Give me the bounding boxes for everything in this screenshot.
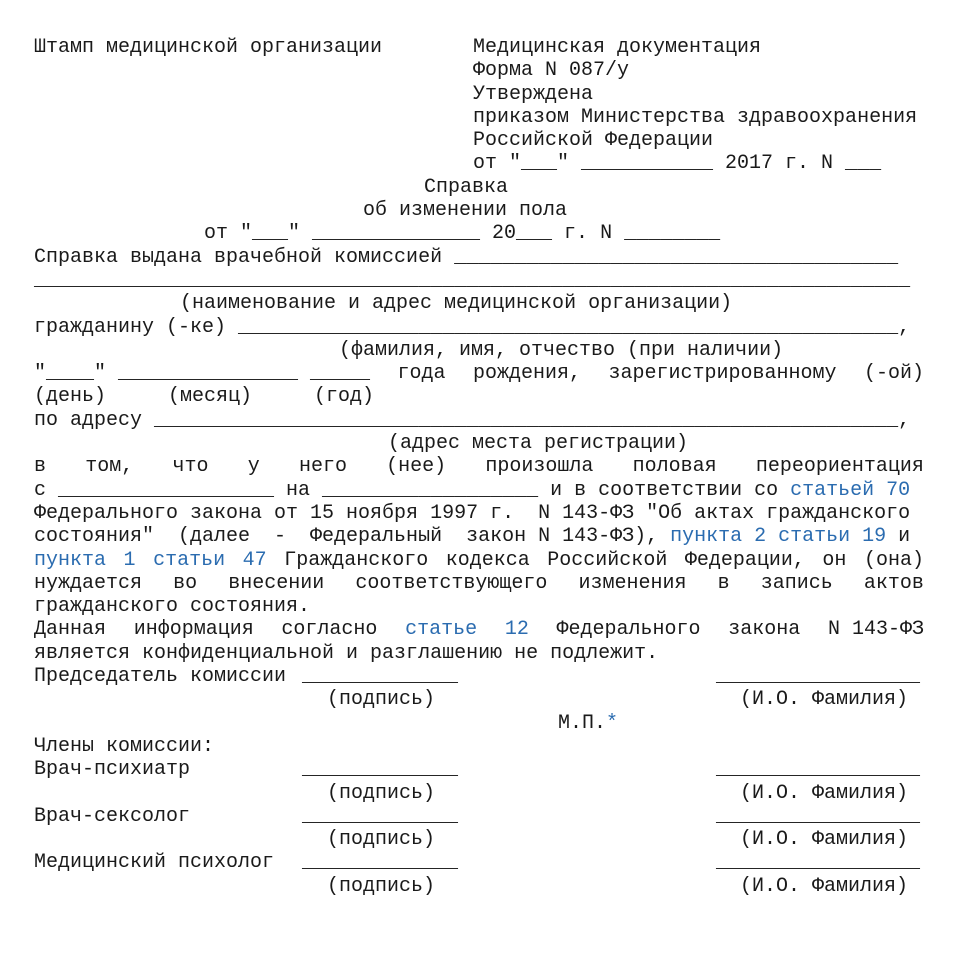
birth-date-blanks: "____" _______________ _____	[34, 362, 371, 386]
word: согласно	[281, 618, 378, 642]
psychologist-row	[34, 851, 924, 874]
word: соответствующего	[355, 571, 548, 595]
sign-caption: (подпись)	[327, 781, 436, 805]
chairman-sign-line: _____________	[302, 665, 459, 689]
mp-label: М.П.	[558, 711, 607, 735]
approved-label: Утверждена	[473, 82, 594, 106]
year-caption: (год)	[314, 385, 375, 409]
psychologist-sign-line: _____________	[302, 851, 459, 875]
word: рождения,	[472, 362, 582, 386]
form-number: Форма N 087/у	[473, 59, 630, 83]
sign-caption: (подпись)	[327, 828, 436, 852]
word: у	[247, 455, 260, 479]
chairman-name-line: _________________	[716, 665, 921, 689]
psychiatrist-label: Врач-психиатр	[34, 758, 191, 782]
title-line-2	[34, 199, 924, 222]
chairman-row	[34, 665, 924, 688]
word: зарегистрированному	[608, 362, 837, 386]
word: кодекса	[445, 548, 530, 572]
day-caption: (день)	[34, 385, 107, 409]
doc-type: Медицинская документация	[473, 36, 762, 59]
header-line-4	[34, 106, 924, 129]
word: закона	[728, 618, 801, 642]
order-line-2: Российской Федерации	[473, 129, 714, 153]
psychiatrist-captions	[34, 782, 924, 805]
psychologist-label: Медицинский психолог	[34, 851, 275, 875]
stamp-place	[558, 712, 618, 735]
name-caption: (И.О. Фамилия)	[740, 828, 909, 852]
link-article-70[interactable]: статьей 70	[790, 478, 911, 502]
citizen-line: гражданину (-ке) _______________________________________________________,	[34, 315, 911, 339]
paragraph-line-2	[34, 479, 924, 502]
word: Данная	[34, 618, 107, 642]
certificate-form	[34, 36, 924, 898]
word: Российской	[547, 548, 668, 572]
stamp-place-row	[34, 712, 924, 735]
sign-caption: (подпись)	[327, 688, 436, 712]
doc-title: Справка	[424, 175, 509, 199]
paragraph-line-5	[34, 549, 924, 572]
address-line: по адресу ______________________________________________________________,	[34, 408, 911, 432]
word: произошла	[485, 455, 594, 479]
psychologist-name-line: _________________	[716, 851, 921, 875]
sexologist-captions	[34, 828, 924, 851]
sexologist-sign-line: _____________	[302, 804, 459, 828]
word: (она)	[863, 548, 924, 572]
header-line-5	[34, 129, 924, 152]
text: состояния" (далее - Федеральный закон N 143-ФЗ),	[34, 525, 671, 549]
word: него	[298, 455, 347, 479]
word: года	[397, 362, 446, 386]
word: актов	[863, 571, 924, 595]
order-line-1: приказом Министерства здравоохранения	[473, 105, 918, 129]
link-p1-article-47[interactable]: 47	[242, 548, 267, 572]
birth-captions	[34, 385, 924, 408]
psychologist-captions	[34, 875, 924, 898]
link-p1-article-47[interactable]: пункта	[34, 548, 107, 572]
address-caption: (адрес места регистрации)	[388, 432, 689, 456]
doc-subtitle: об изменении пола	[363, 199, 568, 223]
word: запись	[760, 571, 833, 595]
title-line-3	[34, 222, 924, 245]
org-caption-row	[34, 292, 924, 315]
word: (нее)	[386, 455, 447, 479]
psychiatrist-sign-line: _____________	[302, 758, 459, 782]
word: N 143-ФЗ	[827, 618, 924, 642]
org-name-line: _________________________________________________________________________	[34, 268, 911, 292]
word: (-ой)	[863, 362, 924, 386]
sign-caption: (подпись)	[327, 874, 436, 898]
confidential-line-1	[34, 618, 924, 641]
word: переориентация	[755, 455, 924, 479]
word: он	[822, 548, 847, 572]
word: изменения	[578, 571, 687, 595]
paragraph-line-7: гражданского состояния.	[34, 595, 311, 619]
sexologist-name-line: _________________	[716, 804, 921, 828]
word: что	[172, 455, 209, 479]
header-line-3	[34, 83, 924, 106]
paragraph-line-4	[34, 525, 924, 548]
doc-date-number: от "___" ______________ 20___ г. N ________	[204, 222, 721, 246]
name-caption: (И.О. Фамилия)	[740, 781, 909, 805]
name-caption: (И.О. Фамилия)	[740, 688, 909, 712]
sexologist-row	[34, 805, 924, 828]
footnote-link[interactable]: *	[606, 711, 619, 735]
word: внесении	[228, 571, 325, 595]
sexologist-label: Врач-сексолог	[34, 804, 191, 828]
psychiatrist-row	[34, 758, 924, 781]
fio-caption-row	[34, 339, 924, 362]
month-caption: (месяц)	[168, 385, 253, 409]
title-line-1	[34, 176, 924, 199]
stamp-label: Штамп медицинской организации	[34, 36, 383, 59]
header-line-2	[34, 59, 924, 82]
word: Гражданского	[284, 548, 429, 572]
word: нуждается	[34, 571, 143, 595]
birth-line	[34, 362, 924, 385]
link-article-12[interactable]: 12	[504, 618, 529, 642]
word: в	[717, 571, 730, 595]
members-label: Члены комиссии:	[34, 734, 215, 758]
word: информация	[133, 618, 254, 642]
issued-by-line: Справка выдана врачебной комиссией _____________________________________	[34, 245, 899, 269]
chairman-label: Председатель комиссии	[34, 665, 287, 689]
paragraph-line-1	[34, 455, 924, 478]
word: Федерального	[556, 618, 701, 642]
address-caption-row	[34, 432, 924, 455]
link-p1-article-47[interactable]: 1	[123, 548, 136, 572]
order-date: от "___" ___________ 2017 г. N ___	[473, 152, 882, 176]
link-p1-article-47[interactable]: статьи	[153, 548, 226, 572]
word: во	[173, 571, 198, 595]
paragraph-line-6	[34, 572, 924, 595]
link-article-12[interactable]: статье	[405, 618, 478, 642]
header-line-6	[34, 152, 924, 175]
chairman-captions	[34, 688, 924, 711]
paragraph-line-3: Федерального закона от 15 ноября 1997 г. N 143-ФЗ "Об актах гражданского	[34, 501, 911, 525]
word: Федерации,	[684, 548, 805, 572]
org-caption: (наименование и адрес медицинской организации)	[180, 292, 733, 316]
word: в	[34, 455, 47, 479]
word: том,	[85, 455, 134, 479]
text: и	[886, 525, 911, 549]
confidential-line-2: является конфиденциальной и разглашению не подлежит.	[34, 641, 659, 665]
psychiatrist-name-line: _________________	[716, 758, 921, 782]
word: половая	[632, 455, 717, 479]
name-caption: (И.О. Фамилия)	[740, 874, 909, 898]
text: с __________________ на __________________ и в соответствии со	[34, 478, 791, 502]
fio-caption: (фамилия, имя, отчество (при наличии)	[339, 338, 784, 362]
link-p2-article-19[interactable]: пункта 2 статьи 19	[670, 525, 887, 549]
header-line-1	[34, 36, 924, 59]
